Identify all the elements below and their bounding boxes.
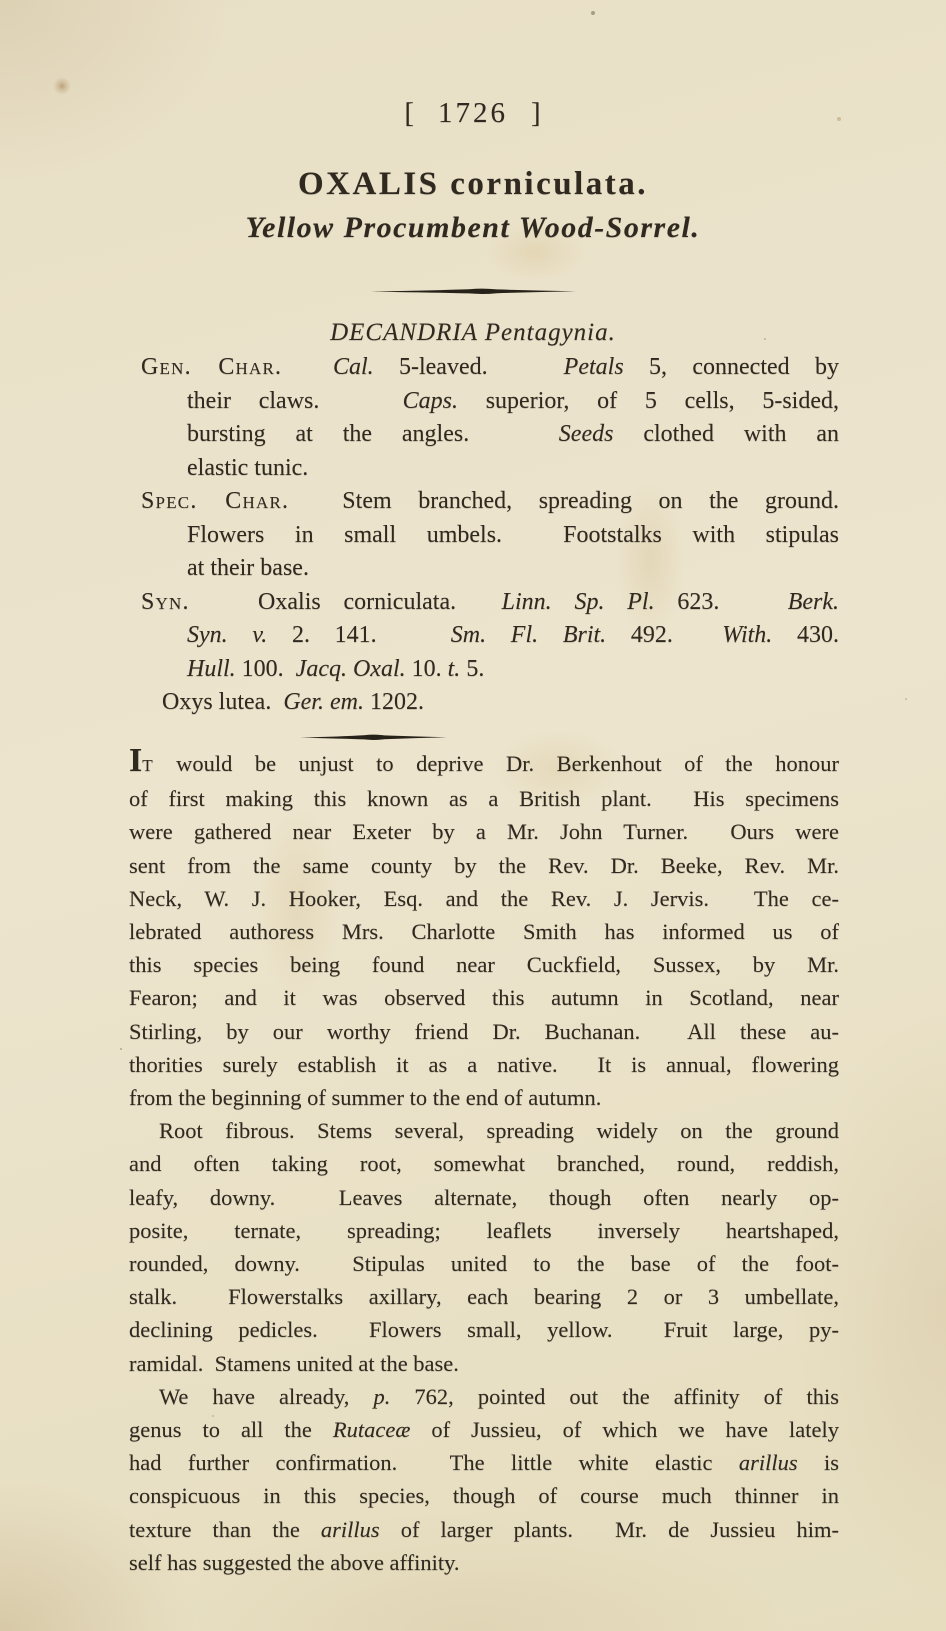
swelled-rule-divider bbox=[300, 733, 447, 742]
text-run: Cal. bbox=[332, 354, 374, 380]
text-run: superior, of 5 cells, 5-sided, bbox=[457, 387, 840, 414]
text-run: I bbox=[129, 742, 143, 779]
text-line bbox=[129, 915, 839, 948]
text-run: elastic tunic. bbox=[187, 454, 309, 481]
text-run: Caps. bbox=[402, 387, 458, 414]
paper-specks bbox=[0, 0, 2, 2]
text-run: Rutaceæ bbox=[332, 1417, 411, 1443]
text-run: clothed with an bbox=[613, 421, 839, 447]
text-line bbox=[129, 1313, 839, 1346]
text-run: leafy, downy. Leaves alternate, though often nearly op- bbox=[129, 1184, 839, 1210]
text-run: Hull. bbox=[187, 655, 236, 682]
text-line bbox=[129, 1114, 839, 1147]
text-line bbox=[129, 815, 839, 848]
text-run: 2. 141. bbox=[267, 622, 451, 648]
text-run: Seeds bbox=[558, 421, 614, 447]
text-run: bursting at the angles. bbox=[187, 421, 559, 447]
text-line bbox=[129, 1147, 839, 1180]
text-line bbox=[129, 1015, 839, 1048]
text-run: Syn. bbox=[141, 588, 190, 615]
text-run: would be unjust to deprive Dr. Berkenhout of the honour bbox=[153, 751, 839, 776]
text-line bbox=[129, 1181, 839, 1214]
text-line bbox=[129, 882, 839, 915]
text-run: rounded, downy. Stipulas united to the base of the foot- bbox=[129, 1251, 839, 1277]
text-run: were gathered near Exeter by a Mr. John Turner. Ours were bbox=[129, 819, 839, 845]
text-run: Gen. Char. bbox=[141, 354, 283, 380]
classification-line: DECANDRIA Pentagynia. bbox=[330, 319, 616, 346]
text-run: of Jussieu, of which we have lately bbox=[410, 1417, 839, 1443]
text-run: 492. bbox=[606, 622, 723, 648]
text-run: Spec. Char. bbox=[141, 488, 290, 514]
text-line bbox=[129, 981, 839, 1014]
text-line bbox=[129, 1280, 839, 1313]
text-line bbox=[129, 1214, 839, 1247]
page-number-value: 1726 bbox=[438, 97, 508, 129]
text-run: their claws. bbox=[187, 387, 403, 414]
generic-character-section bbox=[129, 351, 839, 485]
text-run: Jacq. Oxal. bbox=[295, 655, 406, 682]
body-text bbox=[129, 742, 839, 1579]
text-run: Fearon; and it was observed this autumn in Scotland, near bbox=[129, 985, 839, 1011]
text-line bbox=[129, 1081, 839, 1114]
text-run: Oxys lutea. bbox=[162, 689, 284, 715]
text-line bbox=[129, 1247, 839, 1280]
text-line bbox=[129, 586, 839, 620]
text-run: t. bbox=[447, 655, 461, 682]
text-line bbox=[129, 1446, 839, 1479]
text-run: Stem branched, spreading on the ground. bbox=[289, 488, 839, 514]
text-run: posite, ternate, spreading; leaflets inversely heartshaped, bbox=[129, 1217, 839, 1243]
text-run: thorities surely establish it as a native. It is annual, flowering bbox=[129, 1051, 839, 1077]
text-line bbox=[129, 1513, 839, 1546]
text-run: Syn. v. bbox=[187, 622, 268, 648]
text-run: self has suggested the above affinity. bbox=[129, 1549, 460, 1575]
text-line bbox=[129, 1347, 839, 1380]
text-run: is bbox=[797, 1450, 839, 1476]
text-run: Stirling, by our worthy friend Dr. Buchanan. All these au- bbox=[129, 1018, 839, 1044]
text-run: arillus bbox=[738, 1450, 798, 1476]
text-run: genus to all the bbox=[129, 1417, 333, 1443]
text-run: T bbox=[142, 756, 154, 775]
text-run: this species being found near Cuckfield, Sussex, by Mr. bbox=[129, 952, 839, 978]
species-title: OXALIS corniculata. bbox=[297, 166, 648, 202]
text-run: ramidal. Stamens united at the base. bbox=[129, 1350, 459, 1376]
text-run: Linn. Sp. Pl. bbox=[501, 588, 655, 615]
text-line bbox=[129, 742, 839, 782]
text-run: from the beginning of summer to the end of autumn. bbox=[129, 1085, 602, 1111]
text-run: and often taking root, somewhat branched, round, reddish, bbox=[129, 1151, 839, 1177]
text-line bbox=[129, 1413, 839, 1446]
page-number-bracket-left: [ bbox=[404, 97, 415, 129]
text-line bbox=[129, 1048, 839, 1081]
text-line bbox=[129, 519, 839, 553]
specific-character-section bbox=[129, 485, 839, 586]
text-run: Ger. em. bbox=[283, 689, 364, 715]
text-run: texture than the bbox=[129, 1516, 321, 1542]
text-line bbox=[129, 452, 839, 486]
text-run: Sm. Fl. Brit. bbox=[450, 622, 607, 648]
text-run: We have already, bbox=[159, 1383, 374, 1409]
text-run: lebrated authoress Mrs. Charlotte Smith has informed us of bbox=[129, 919, 839, 945]
common-name-subtitle: Yellow Procumbent Wood-Sorrel. bbox=[245, 211, 701, 244]
text-run bbox=[282, 354, 333, 380]
swelled-rule-divider bbox=[0, 287, 946, 296]
text-run: 10. bbox=[405, 655, 448, 682]
text-run: 430. bbox=[772, 622, 840, 648]
text-line bbox=[129, 1546, 839, 1579]
text-run: 1202. bbox=[363, 689, 424, 715]
text-line bbox=[129, 782, 839, 815]
text-run: declining pedicles. Flowers small, yellow. Fruit large, py- bbox=[129, 1317, 839, 1343]
text-run: 5. bbox=[460, 655, 485, 682]
text-run: arillus bbox=[320, 1516, 380, 1542]
text-run: Oxalis corniculata. bbox=[189, 588, 502, 615]
text-run: Neck, W. J. Hooker, Esq. and the Rev. J. Jervis. The ce- bbox=[129, 885, 839, 911]
text-run: of first making this known as a British plant. His specimens bbox=[129, 786, 839, 812]
text-line bbox=[129, 385, 839, 419]
text-run: p. bbox=[373, 1383, 391, 1409]
text-line bbox=[129, 619, 839, 653]
text-line bbox=[129, 552, 839, 586]
text-run: 623. bbox=[654, 588, 788, 615]
page-number-bracket-right: ] bbox=[531, 97, 542, 129]
text-run: With. bbox=[722, 622, 773, 648]
text-run: 5, connected by bbox=[623, 354, 839, 380]
page-number bbox=[0, 97, 946, 130]
text-run: Berk. bbox=[787, 588, 839, 615]
text-line bbox=[129, 686, 839, 720]
text-run: conspicuous in this species, though of course much thinner in bbox=[129, 1483, 839, 1509]
text-run: 762, pointed out the affinity of this bbox=[390, 1383, 839, 1409]
text-line bbox=[129, 351, 839, 385]
text-line bbox=[129, 418, 839, 452]
text-line bbox=[129, 948, 839, 981]
text-run: stalk. Flowerstalks axillary, each bearing 2 or 3 umbellate, bbox=[129, 1284, 839, 1310]
text-run: of larger plants. Mr. de Jussieu him- bbox=[379, 1516, 839, 1542]
text-line bbox=[129, 1380, 839, 1413]
text-line bbox=[129, 653, 839, 687]
text-run: sent from the same county by the Rev. Dr. Beeke, Rev. Mr. bbox=[129, 852, 839, 878]
text-run: Flowers in small umbels. Footstalks with stipulas bbox=[187, 521, 839, 548]
synonyms-section bbox=[129, 586, 839, 720]
text-line bbox=[129, 849, 839, 882]
character-sections bbox=[129, 351, 839, 720]
text-run: Petals bbox=[563, 354, 624, 380]
text-line bbox=[129, 1479, 839, 1512]
text-run: had further confirmation. The little white elastic bbox=[129, 1450, 739, 1476]
text-run: 5-leaved. bbox=[373, 354, 564, 380]
text-run: Root fibrous. Stems several, spreading widely on the ground bbox=[159, 1118, 839, 1144]
text-line bbox=[129, 485, 839, 519]
text-run: 100. bbox=[235, 655, 296, 682]
text-run: at their base. bbox=[187, 555, 309, 581]
